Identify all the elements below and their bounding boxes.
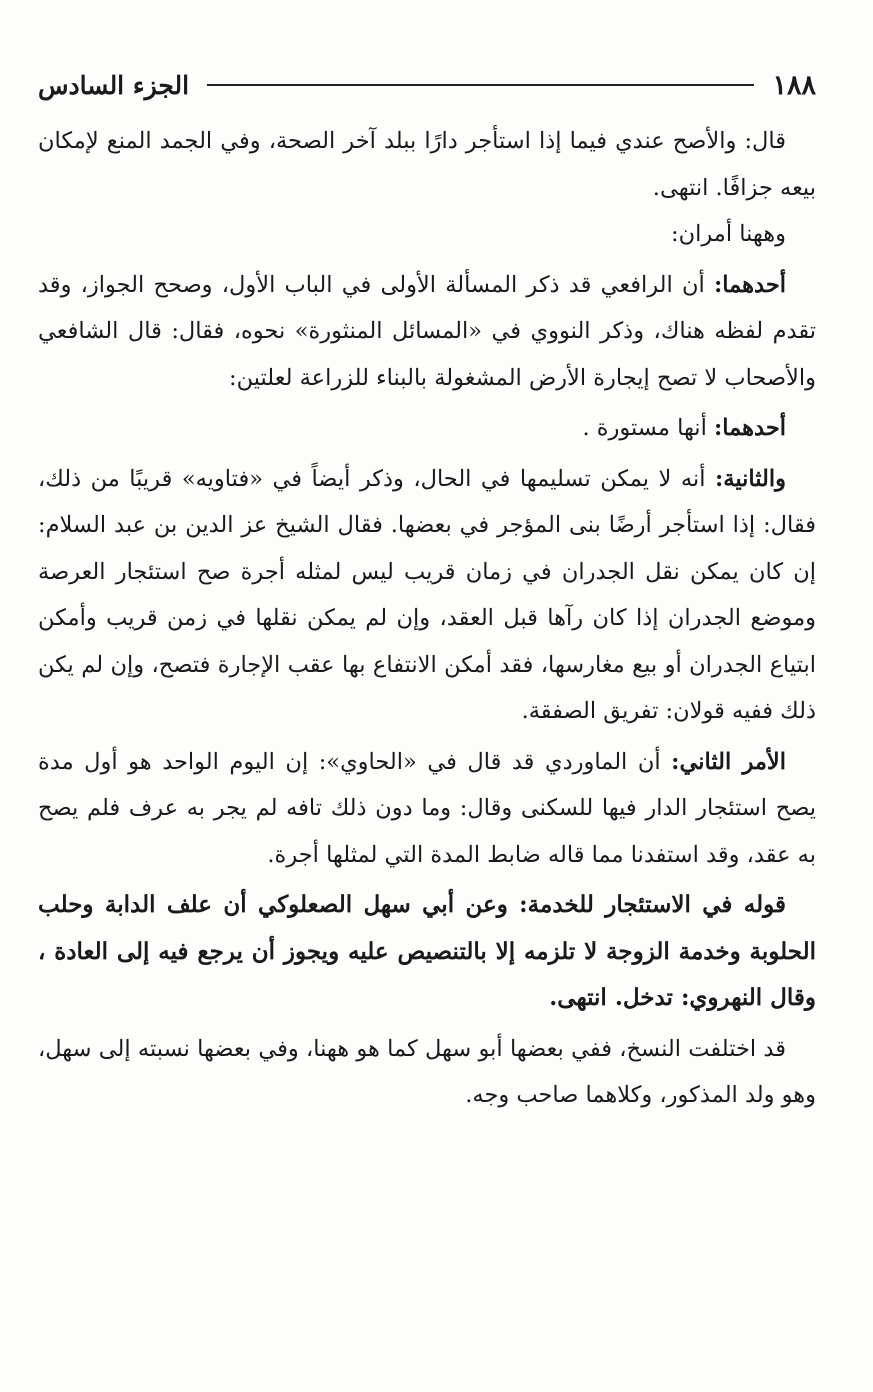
paragraph-5 <box>38 456 816 735</box>
paragraph-3 <box>38 262 816 402</box>
paragraph-5-lead: والثانية: <box>714 465 786 492</box>
paragraph-1: قال: والأصح عندي فيما إذا استأجر دارًا ببلد آخر الصحة، وفي الجمد المنع لإمكان بيعه جزافًا. انتهى. <box>38 128 816 201</box>
paragraph-6-lead: الأمر الثاني: <box>671 748 786 775</box>
paragraph-6-text: أن الماوردي قد قال في «الحاوي»: إن اليوم الواحد هو أول مدة يصح استئجار الدار فيها للسكنى وقال: وما دون ذلك تافه لم يجر به عرف فلم يصح به عقد، وقد استفدنا مما قاله ضابط المدة التي لمثلها أجرة. <box>38 748 816 868</box>
book-page <box>38 62 816 1119</box>
paragraph-4-text: أنها مستورة . <box>582 415 714 441</box>
paragraph-2: وههنا أمران: <box>671 221 786 247</box>
paragraph-4 <box>38 405 816 452</box>
paragraph-6 <box>38 739 816 879</box>
paragraph-3-text: أن الرافعي قد ذكر المسألة الأولى في الباب الأول، وصحح الجواز، وقد تقدم لفظه هناك، وذكر النووي في «المسائل المنثورة» نحوه، فقال: قال الشافعي والأصحاب لا تصح إيجارة الأرض المشغولة بالبناء للزراعة لعلتين: <box>38 271 816 391</box>
page-number: ١٨٨ <box>772 69 816 101</box>
paragraph-3-lead: أحدهما: <box>713 271 786 298</box>
paragraph-5-text: أنه لا يمكن تسليمها في الحال، وذكر أيضاً في «فتاويه» قريبًا من ذلك، فقال: إذا استأجر أرضًا بنى المؤجر في بعضها. فقال الشيخ عز الدين بن عبد السلام: إن كان يمكن نقل الجدران في زمان قريب ليس لمثله أجرة صح استئجار العرصة وموضع الجدران إذا كان رآها قبل العقد، وإن لم يمكن نقلها في زمن قريب وأمكن ابتياع الجدران أو بيع مغارسها، فقد أمكن الانتفاع بها عقب الإجارة فتصح، وإن لم يكن ذلك ففيه قولان: تفريق الصفقة. <box>38 465 816 724</box>
running-title: الجزء السادس <box>38 70 190 100</box>
paragraph-4-lead: أحدهما: <box>713 415 786 441</box>
header-rule <box>207 84 754 86</box>
page-header <box>38 62 816 108</box>
paragraph-7-quoted-text: قوله في الاستئجار للخدمة: وعن أبي سهل الصعلوكي أن علف الدابة وحلب الحلوبة وخدمة الزوجة لا تلزمه إلا بالتنصيص عليه ويجوز أن يرجع فيه إلى العادة ، وقال النهروي: تدخل. انتهى. <box>38 891 816 1011</box>
paragraph-8: قد اختلفت النسخ، ففي بعضها أبو سهل كما هو ههنا، وفي بعضها نسبته إلى سهل، وهو ولد المذكور، وكلاهما صاحب وجه. <box>38 1035 816 1108</box>
